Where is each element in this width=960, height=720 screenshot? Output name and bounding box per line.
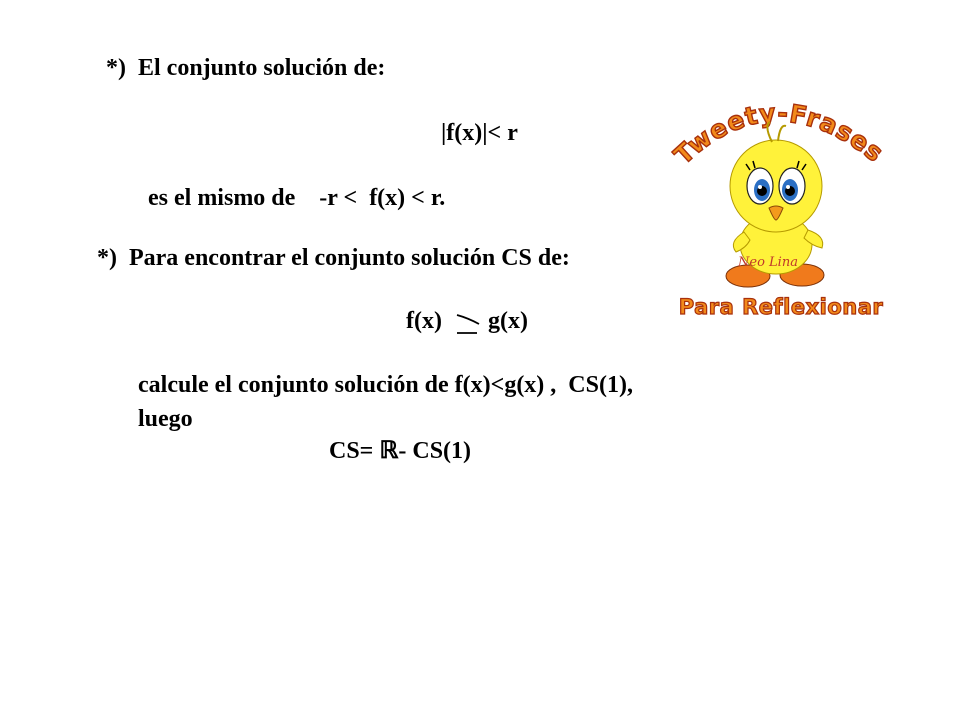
tweety-logo-image [666, 100, 896, 325]
logo-bottom-text: Para Reflexionar [678, 295, 884, 319]
absolute-inequality: |f(x)|< r [441, 120, 518, 146]
statement-1-title: *) El conjunto solución de: [106, 55, 386, 81]
logo-top-text: Tweety-Frases [668, 100, 890, 171]
equivalent-inequality: es el mismo de -r < f(x) < r. [148, 185, 446, 211]
result-formula: CS= ℝ- CS(1) [329, 438, 472, 464]
signature-image: Neo Lina [738, 255, 798, 270]
luego-text: luego [138, 406, 193, 432]
inequality-left: f(x) [406, 308, 442, 334]
instruction-line: calcule el conjunto solución de f(x)<g(x) , CS(1), [138, 372, 633, 398]
greater-equal-symbol [454, 311, 482, 337]
inequality-right: g(x) [488, 308, 528, 334]
statement-2-title: *) Para encontrar el conjunto solución CS de: [97, 245, 570, 271]
